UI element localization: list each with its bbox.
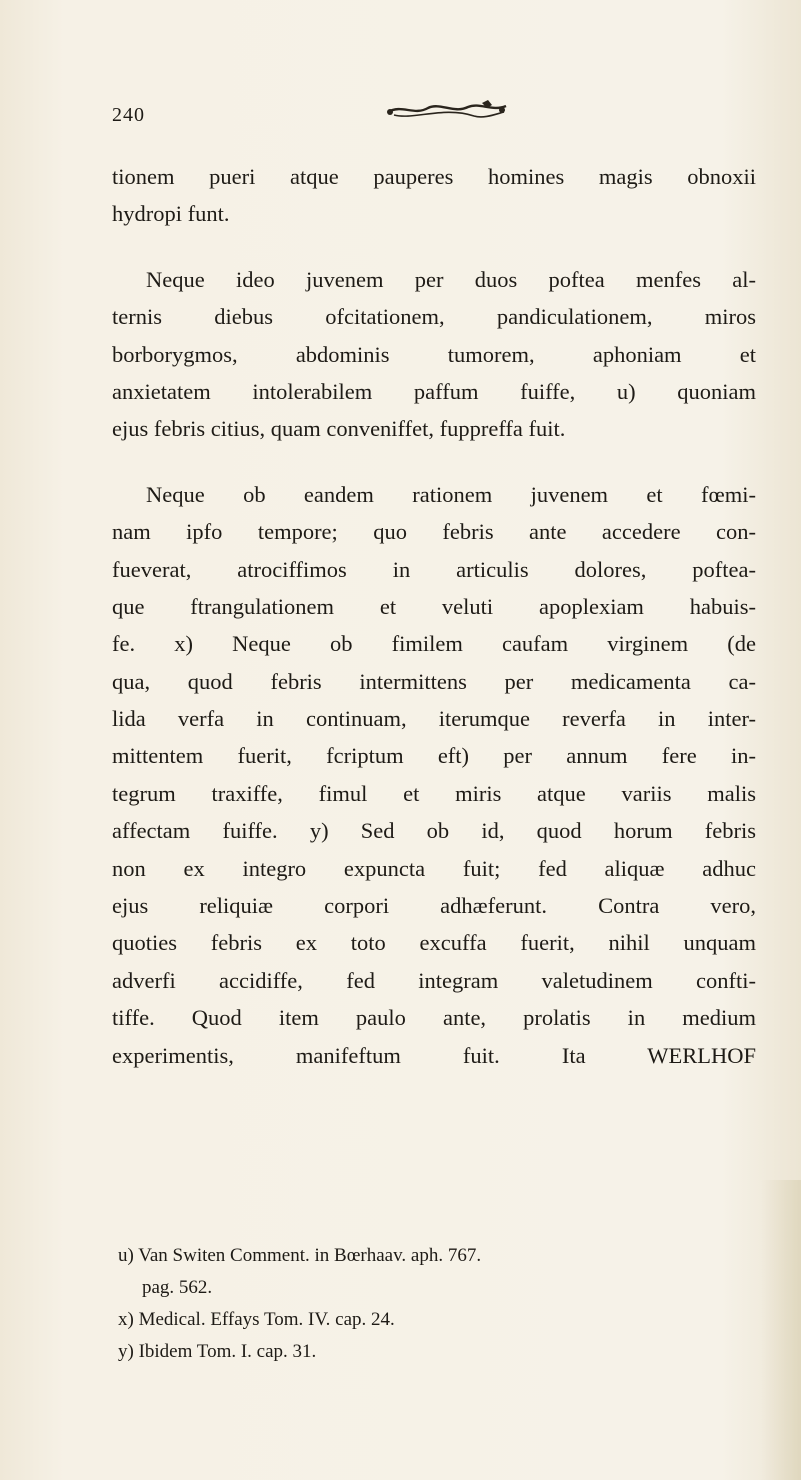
text-line: adverfi accidiffe, fed integram valetudinem confti-	[112, 967, 756, 993]
text-line: ejus reliquiæ corpori adhæferunt. Contra vero,	[112, 893, 756, 919]
footnotes	[118, 1240, 768, 1368]
text-line: fe. x) Neque ob fimilem caufam virginem (de	[112, 631, 756, 657]
text-line: tiffe. Quod item paulo ante, prolatis in medium	[112, 1005, 756, 1031]
page-edge-stain	[761, 1180, 801, 1480]
text-line: ternis diebus ofcitationem, pandiculationem, miros	[112, 304, 756, 330]
main-text	[112, 158, 756, 1074]
text-line: experimentis, manifeftum fuit. Ita WERLHOF	[112, 1042, 756, 1068]
page-header	[112, 92, 752, 132]
text-line: Neque ob eandem rationem juvenem et fœmi-	[146, 481, 756, 507]
text-line: ejus febris citius, quam conveniffet, fuppreffa fuit.	[112, 416, 566, 442]
text-line: non ex integro expuncta fuit; fed aliquæ adhuc	[112, 855, 756, 881]
footnote: x) Medical. Effays Tom. IV. cap. 24.	[118, 1309, 395, 1330]
text-line: nam ipfo tempore; quo febris ante accedere con-	[112, 519, 756, 545]
text-line: lida verfa in continuam, iterumque reverfa in inter-	[112, 706, 756, 732]
text-line: tionem pueri atque pauperes homines magis obnoxii	[112, 164, 756, 189]
decorative-flourish-icon	[384, 98, 510, 124]
text-line: anxietatem intolerabilem paffum fuiffe, u) quoniam	[112, 378, 756, 404]
text-line: qua, quod febris intermittens per medicamenta ca-	[112, 668, 756, 694]
text-line: borborygmos, abdominis tumorem, aphoniam et	[112, 341, 756, 367]
text-line: fueverat, atrociffimos in articulis dolores, poftea-	[112, 556, 756, 582]
footnote: u) Van Switen Comment. in Bœrhaav. aph. 767.	[118, 1245, 482, 1266]
text-line: tegrum traxiffe, fimul et miris atque variis malis	[112, 780, 756, 806]
text-line: mittentem fuerit, fcriptum eft) per annum fere in-	[112, 743, 756, 769]
text-line: affectam fuiffe. y) Sed ob id, quod horum febris	[112, 818, 756, 844]
text-line: que ftrangulationem et veluti apoplexiam habuis-	[112, 593, 756, 619]
text-line: Neque ideo juvenem per duos poftea menfes al-	[146, 266, 756, 292]
footnote-continuation: pag. 562.	[142, 1277, 213, 1298]
text-line: hydropi funt.	[112, 201, 230, 227]
footnote: y) Ibidem Tom. I. cap. 31.	[118, 1341, 317, 1362]
page-number: 240	[112, 104, 145, 126]
text-line: quoties febris ex toto excuffa fuerit, nihil unquam	[112, 930, 756, 956]
